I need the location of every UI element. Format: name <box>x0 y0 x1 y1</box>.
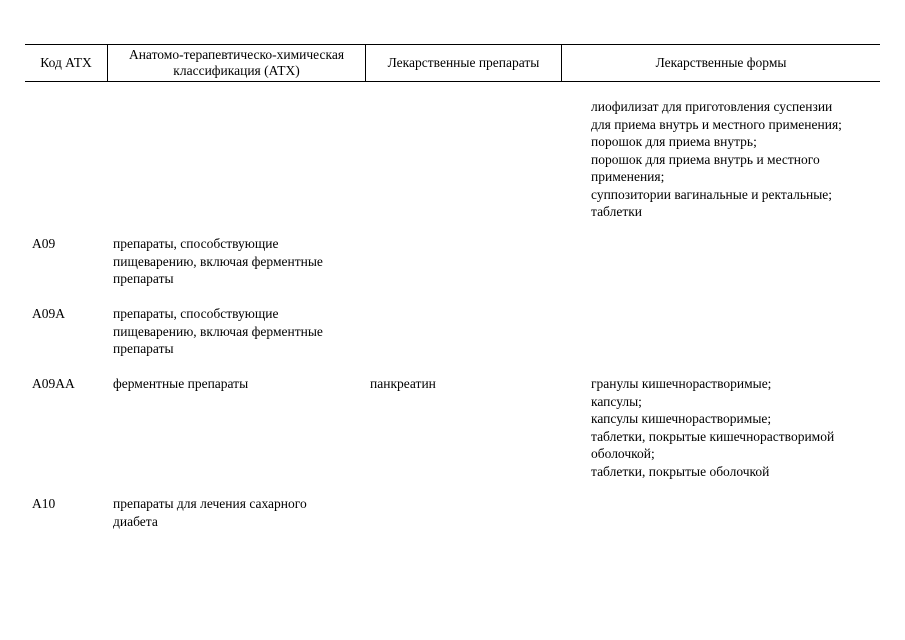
classification-line: препараты <box>113 341 174 356</box>
form-line: лиофилизат для приготовления суспензии <box>591 99 833 114</box>
classification-line: пищеварению, включая ферментные <box>113 323 323 339</box>
form-line: порошок для приема внутрь; <box>591 134 757 149</box>
header-classification <box>108 45 365 81</box>
form-line: оболочкой; <box>591 446 655 461</box>
header-classification-line: Анатомо-терапевтическо-химическая <box>128 47 345 62</box>
classification-cell <box>113 375 248 393</box>
form-line: таблетки <box>591 204 643 219</box>
form-line: суппозитории вагинальные и ректальные; <box>591 186 833 202</box>
form-line: гранулы кишечнорастворимые; <box>591 376 772 391</box>
drug-cell: панкреатин <box>370 376 436 391</box>
form-line: таблетки, покрытые кишечнорастворимой <box>591 428 835 444</box>
code-cell: A09A <box>32 306 65 321</box>
code-cell: A09AA <box>32 376 75 391</box>
classification-cell <box>113 305 323 358</box>
forms-cell <box>591 375 834 480</box>
classification-line: препараты для лечения сахарного <box>113 496 307 511</box>
atc-table <box>25 44 880 82</box>
classification-cell <box>113 235 323 288</box>
header-drugs: Лекарственные препараты <box>387 55 540 70</box>
form-line: капсулы кишечнорастворимые; <box>591 411 772 426</box>
classification-line: ферментные препараты <box>113 376 249 391</box>
classification-line: пищеварению, включая ферментные <box>113 253 323 269</box>
classification-line: диабета <box>113 513 158 529</box>
table-header <box>25 44 880 82</box>
classification-cell <box>113 495 307 530</box>
classification-line: препараты <box>113 271 174 286</box>
forms-cell <box>591 98 842 221</box>
code-cell: A09 <box>32 236 56 251</box>
form-line: порошок для приема внутрь и местного <box>591 151 820 167</box>
form-line: применения; <box>591 169 665 184</box>
classification-line: препараты, способствующие <box>113 306 279 321</box>
form-line: таблетки, покрытые оболочкой <box>591 463 770 479</box>
header-forms: Лекарственные формы <box>655 55 787 70</box>
header-code: Код АТХ <box>40 55 92 70</box>
header-classification-line: классификация (АТХ) <box>173 63 300 78</box>
form-line: капсулы; <box>591 393 642 409</box>
code-cell: A10 <box>32 496 56 511</box>
classification-line: препараты, способствующие <box>113 236 279 251</box>
form-line: для приема внутрь и местного применения; <box>591 116 842 132</box>
